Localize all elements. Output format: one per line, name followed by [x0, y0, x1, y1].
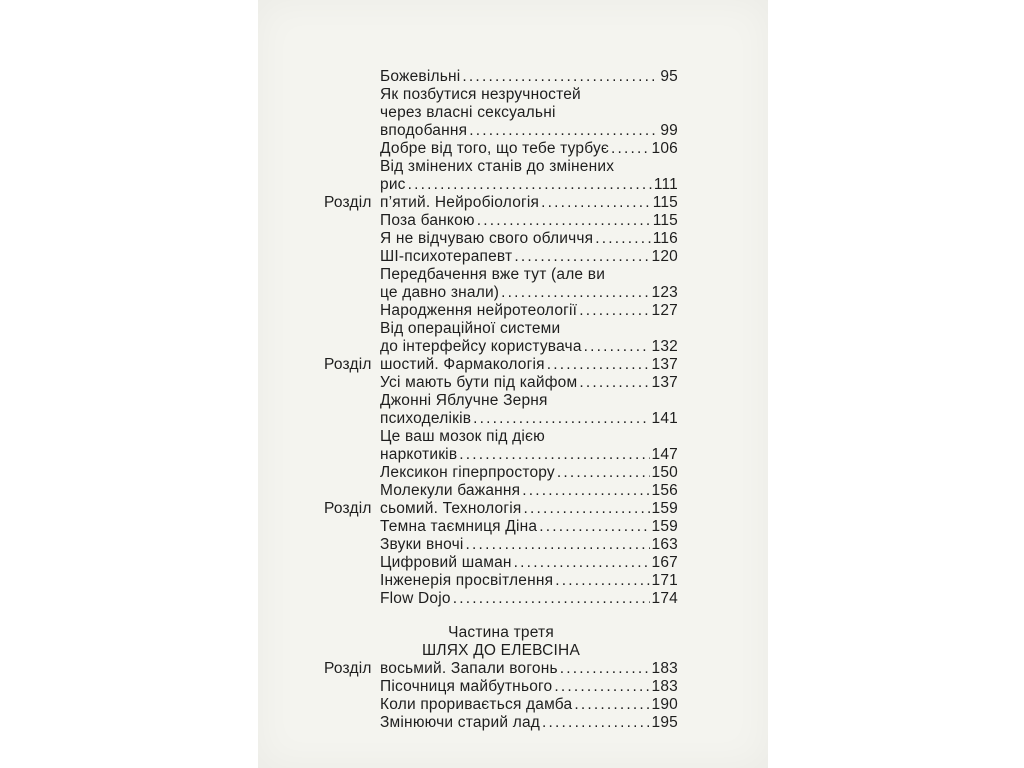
toc-entry[interactable]	[380, 122, 678, 140]
toc-line	[258, 140, 768, 158]
entry-title: Темна таємниця Діна	[380, 518, 538, 535]
entry-title: Цифровий шаман	[380, 554, 512, 571]
page-number: 115	[652, 212, 678, 229]
entry-title: до інтерфейсу користувача	[380, 338, 582, 355]
dot-leader	[560, 660, 650, 678]
toc-entry[interactable]	[380, 554, 678, 572]
toc-entry[interactable]	[380, 176, 678, 194]
entry-title: ШІ-психотерапевт	[380, 248, 513, 265]
dot-leader	[522, 482, 649, 500]
dot-leader	[579, 302, 649, 320]
toc-line	[258, 86, 768, 104]
entry-title-line: через власні сексуальні	[380, 104, 556, 121]
toc-line	[258, 68, 768, 86]
dot-leader	[555, 572, 649, 590]
dot-leader	[501, 284, 649, 302]
dot-leader	[459, 446, 649, 464]
page-number: 116	[652, 230, 678, 247]
toc-entry[interactable]	[380, 500, 678, 518]
entry-title: Поза банкою	[380, 212, 475, 229]
part-title: ШЛЯХ ДО ЕЛЕВСІНА	[422, 642, 580, 659]
page-number: 111	[653, 176, 678, 193]
page-number: 167	[651, 554, 678, 571]
toc-line	[258, 572, 768, 590]
book-page	[258, 0, 768, 768]
toc-line	[258, 696, 768, 714]
toc-line	[258, 590, 768, 608]
entry-title: Лексикон гіперпростору	[380, 464, 555, 481]
entry-title-line: Передбачення вже тут (але ви	[380, 266, 606, 283]
page-number: 132	[651, 338, 678, 355]
page-number: 159	[651, 500, 678, 517]
dot-leader	[541, 194, 651, 212]
toc-line	[258, 122, 768, 140]
part-label: Частина третя	[448, 624, 554, 641]
toc-line	[258, 464, 768, 482]
toc-line	[258, 104, 768, 122]
entry-title-line: Це ваш мозок під дією	[380, 428, 545, 445]
dot-leader	[473, 410, 649, 428]
page-number: 159	[651, 518, 678, 535]
dot-leader	[514, 248, 649, 266]
toc-entry[interactable]	[380, 194, 678, 212]
toc-entry[interactable]	[380, 572, 678, 590]
page-number: 183	[651, 678, 678, 695]
toc-line	[258, 194, 768, 212]
toc-entry[interactable]	[380, 68, 678, 86]
toc-line	[258, 660, 768, 678]
page-number: 137	[651, 374, 678, 391]
toc-line	[258, 212, 768, 230]
toc-entry[interactable]	[380, 518, 678, 536]
toc-line	[258, 410, 768, 428]
entry-title-line: Як позбутися незручностей	[380, 86, 581, 103]
entry-title-line: Від змінених станів до змінених	[380, 158, 615, 175]
dot-leader	[523, 500, 649, 518]
toc-line	[258, 428, 768, 446]
toc-line	[258, 230, 768, 248]
toc-entry[interactable]	[380, 338, 678, 356]
dot-leader	[408, 176, 652, 194]
dot-leader	[453, 590, 650, 608]
entry-title: психоделіків	[380, 410, 472, 427]
toc-entry[interactable]	[380, 482, 678, 500]
table-of-contents	[258, 68, 768, 732]
dot-leader	[539, 518, 649, 536]
toc-entry[interactable]	[380, 660, 678, 678]
page-number: 123	[651, 284, 678, 301]
entry-title: Інженерія просвітлення	[380, 572, 554, 589]
toc-line	[258, 554, 768, 572]
toc-entry[interactable]	[380, 230, 678, 248]
toc-line	[258, 284, 768, 302]
toc-entry[interactable]	[380, 212, 678, 230]
toc-line	[258, 500, 768, 518]
dot-leader	[611, 140, 650, 158]
page-number: 156	[651, 482, 678, 499]
dot-leader	[466, 536, 650, 554]
entry-title: рис	[380, 176, 406, 193]
toc-line	[258, 374, 768, 392]
toc-entry[interactable]	[380, 536, 678, 554]
dot-leader	[477, 212, 651, 230]
dot-leader	[547, 356, 650, 374]
toc-entry[interactable]	[380, 140, 678, 158]
toc-line	[258, 714, 768, 732]
entry-title: вподобання	[380, 122, 468, 139]
toc-line	[258, 356, 768, 374]
entry-title: Звуки вночі	[380, 536, 464, 553]
page-number: 141	[651, 410, 678, 427]
toc-line	[258, 158, 768, 176]
entry-title: шостий. Фармакологія	[380, 356, 545, 373]
page-number: 99	[660, 122, 678, 139]
toc-entry[interactable]	[380, 374, 678, 392]
entry-title: Народження нейротеології	[380, 302, 578, 319]
page-number: 115	[652, 194, 678, 211]
chapter-prefix: Розділ	[324, 356, 372, 373]
dot-leader	[595, 230, 650, 248]
toc-line	[258, 176, 768, 194]
page-number: 137	[651, 356, 678, 373]
toc-line	[258, 446, 768, 464]
page-number: 195	[651, 714, 678, 731]
toc-line	[258, 266, 768, 284]
toc-entry[interactable]	[380, 464, 678, 482]
entry-title: Добре від того, що тебе турбує	[380, 140, 610, 157]
toc-entry[interactable]	[380, 410, 678, 428]
page-number: 106	[651, 140, 678, 157]
entry-title-line: Від операційної системи	[380, 320, 561, 337]
dot-leader	[557, 464, 650, 482]
toc-entry[interactable]	[380, 678, 678, 696]
entry-title: восьмий. Запали вогонь	[380, 660, 558, 677]
page-number: 174	[651, 590, 678, 607]
chapter-prefix: Розділ	[324, 500, 372, 517]
page-number: 147	[651, 446, 678, 463]
toc-line	[258, 338, 768, 356]
entry-title-line: Джонні Яблучне Зерня	[380, 392, 548, 409]
toc-entry[interactable]	[380, 696, 678, 714]
entry-title: Коли проривається дамба	[380, 696, 573, 713]
entry-title: наркотиків	[380, 446, 458, 463]
chapter-prefix: Розділ	[324, 660, 372, 677]
entry-title: це давно знали)	[380, 284, 500, 301]
entry-title: сьомий. Технологія	[380, 500, 522, 517]
dot-leader	[574, 696, 649, 714]
toc-line	[258, 248, 768, 266]
toc-entry[interactable]	[380, 284, 678, 302]
dot-leader	[554, 678, 649, 696]
entry-title: Я не відчуваю свого обличчя	[380, 230, 594, 247]
entry-title: Усі мають бути під кайфом	[380, 374, 578, 391]
dot-leader	[514, 554, 650, 572]
toc-entry[interactable]	[380, 356, 678, 374]
toc-line	[258, 678, 768, 696]
page-number: 95	[660, 68, 678, 85]
toc-entry[interactable]	[380, 302, 678, 320]
dot-leader	[542, 714, 650, 732]
page-number: 163	[651, 536, 678, 553]
entry-title: Пісочниця майбутнього	[380, 678, 553, 695]
section-gap	[258, 608, 768, 624]
page-number: 171	[651, 572, 678, 589]
entry-title: Flow Dojo	[380, 590, 451, 607]
toc-line	[258, 392, 768, 410]
entry-title: Молекули бажання	[380, 482, 521, 499]
toc-line	[258, 536, 768, 554]
chapter-prefix: Розділ	[324, 194, 372, 211]
entry-title: Змінюючи старий лад	[380, 714, 541, 731]
page-number: 183	[651, 660, 678, 677]
toc-list	[258, 68, 768, 608]
dot-leader	[579, 374, 649, 392]
toc-entry[interactable]	[380, 248, 678, 266]
toc-line	[258, 518, 768, 536]
entry-title: Божевільні	[380, 68, 461, 85]
entry-title: п’ятий. Нейробіологія	[380, 194, 540, 211]
page-number: 150	[651, 464, 678, 481]
toc-entry[interactable]	[380, 590, 678, 608]
toc-line	[258, 320, 768, 338]
toc-line	[258, 302, 768, 320]
page-number: 120	[651, 248, 678, 265]
toc-entry[interactable]	[380, 446, 678, 464]
dot-leader	[462, 68, 658, 86]
page-number: 190	[651, 696, 678, 713]
dot-leader	[584, 338, 650, 356]
page-number: 127	[651, 302, 678, 319]
toc-line	[258, 482, 768, 500]
toc-entry[interactable]	[380, 714, 678, 732]
toc-list-part-three	[258, 660, 768, 732]
dot-leader	[469, 122, 658, 140]
